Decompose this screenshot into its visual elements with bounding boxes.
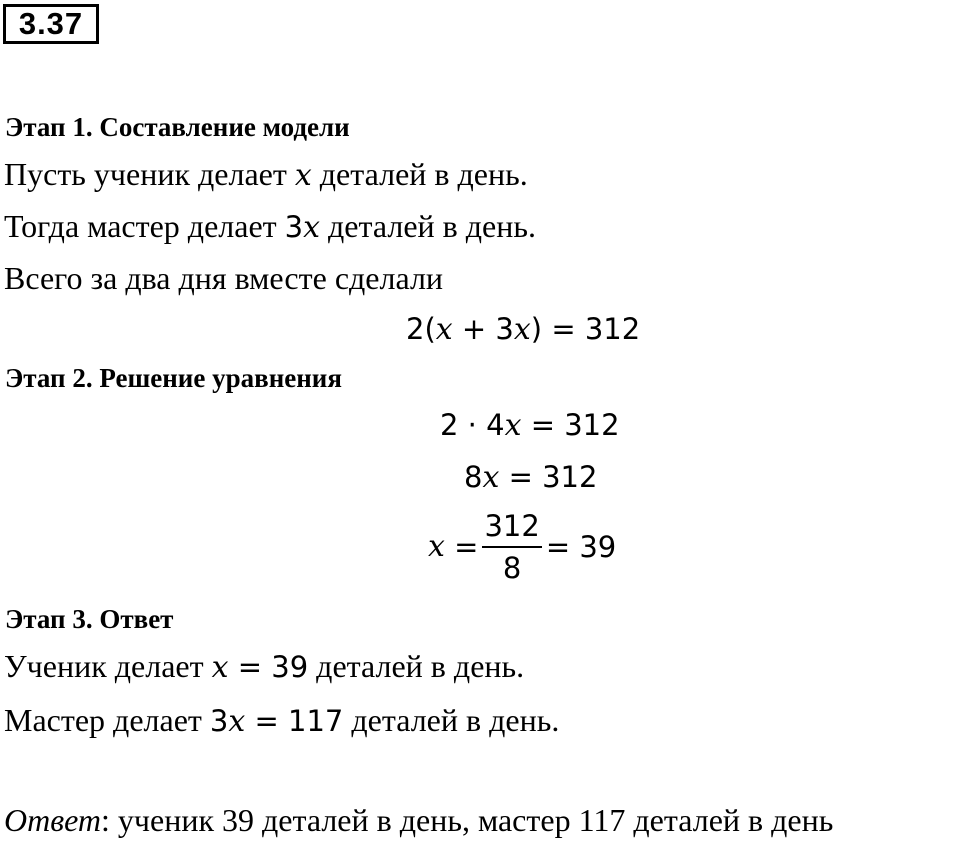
solution-eq2 [464,458,597,497]
stage3-line2-math: = 117 [245,704,344,738]
var-x: x [435,312,453,347]
stage1-line2-after: деталей в день. [320,208,536,244]
coef-3: 3 [284,210,304,244]
eq3-result: = 39 [545,530,617,564]
stage1-heading: Этап 1. Составление модели [5,112,350,142]
var-x: x [303,210,320,245]
stage3-line2-before: Мастер делает [4,702,210,738]
var-x: x [428,529,445,564]
stage3-line2-after: деталей в день. [343,702,560,738]
fraction [482,508,541,586]
stage3-line1-math: = 39 [228,650,309,684]
eq1-part-a: 2 · 4 [440,408,505,442]
eq-part-c: ) = 312 [530,312,641,346]
model-equation [406,310,640,349]
stage3-line1-after: деталей в день. [308,648,525,684]
coef-3: 3 [209,704,229,738]
var-x: x [228,704,246,739]
fraction-numerator: 312 [482,508,541,548]
var-x: x [211,650,229,685]
eq2-part-a: 8 [464,460,483,494]
eq1-part-b: = 312 [521,408,620,442]
problem-number: 3.37 [3,4,99,44]
eq2-part-b: = 312 [499,460,598,494]
stage1-line3: Всего за два дня вместе сделали [4,260,444,296]
stage1-line1-after: деталей в день. [311,156,528,192]
stage1-line1 [4,155,528,195]
var-x: x [513,312,531,347]
fraction-denominator: 8 [502,551,522,585]
var-x: x [294,158,312,193]
stage1-line2-before: Тогда мастер делает [4,208,285,244]
var-x: x [482,460,500,495]
eq-part-a: 2( [406,312,436,346]
eq3-equals: = [444,530,479,564]
eq-part-b: + 3 [452,312,514,346]
answer-text: : ученик 39 деталей в день, мастер 117 деталей в день [101,802,834,838]
stage2-heading: Этап 2. Решение уравнения [5,363,342,393]
stage3-line1-before: Ученик делает [4,648,212,684]
stage3-heading: Этап 3. Ответ [5,604,174,634]
solution-eq1 [440,406,620,445]
answer-line [4,801,833,839]
var-x: x [504,408,522,443]
stage3-line1 [4,647,524,687]
stage1-line1-before: Пусть ученик делает [4,156,295,192]
solution-eq3 [428,508,616,586]
answer-label: Ответ [4,802,101,838]
stage1-line2 [4,207,536,247]
stage3-line2 [4,701,559,741]
